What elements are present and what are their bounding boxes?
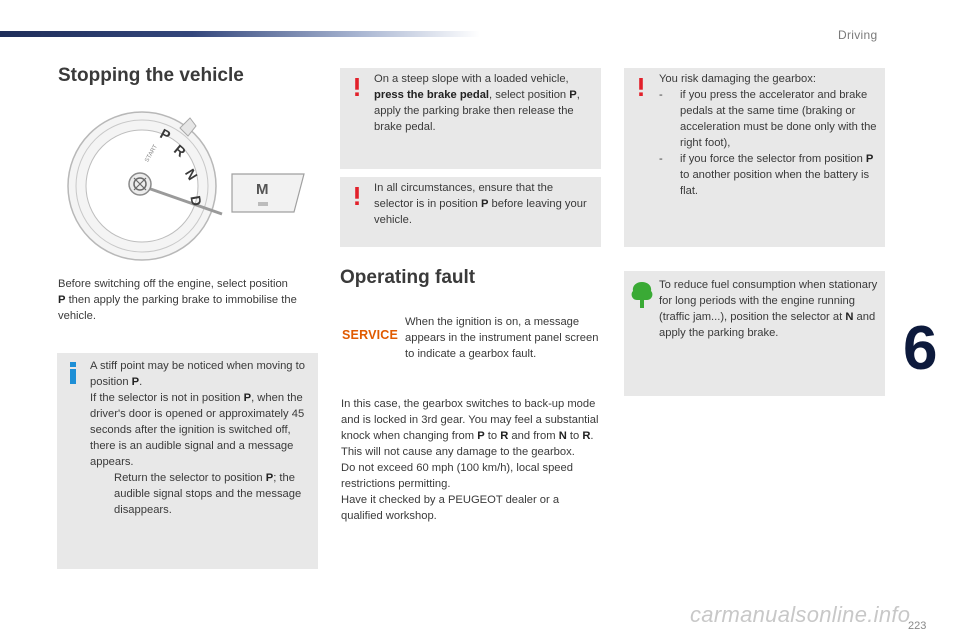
fault-dealer-text: Have it checked by a PEUGEOT dealer or a qualified workshop. (341, 494, 560, 522)
eco-tip-text: To reduce fuel consumption when stationary for long periods with the engine running (traffic jam...), position the selector at N and apply the parking brake. (659, 279, 878, 339)
selector-letter-d: D (187, 194, 205, 208)
warning-box-steep-slope (340, 68, 601, 169)
warning-box-gearbox (624, 68, 885, 247)
mode-label: M (256, 181, 269, 198)
stopping-intro: Before switching off the engine, select position P then apply the parking brake to immobilise the vehicle. (58, 278, 297, 322)
service-warning-icon: SERVICE (342, 328, 399, 342)
section-title: Driving (838, 28, 878, 42)
selector-letter-r: R (170, 141, 189, 161)
warning-steep-slope-text: On a steep slope with a loaded vehicle, press the brake pedal, select position P, apply the parking brake then release the brake pedal. (374, 73, 580, 133)
warning-icon (638, 78, 644, 96)
gearbox-item-2: - if you force the selector from position P to another position when the battery is flat. (659, 153, 874, 197)
warning-all-circumstances-text: In all circumstances, ensure that the selector is in position P before leaving your vehicle. (374, 182, 587, 226)
fault-speed-text: Do not exceed 60 mph (100 km/h), local speed restrictions permitting. (341, 462, 573, 490)
gear-selector-illustration (62, 108, 312, 264)
fault-details-text: In this case, the gearbox switches to back-up mode and is locked in 3rd gear. You may feel a substantial knock when changing from P to R and from N to R. This will not cause any damage to the gearbox. (341, 398, 599, 458)
gearbox-item-1: - if you press the accelerator and brake pedals at the same time (braking or acceleration must be done only with the right foot), (659, 89, 877, 149)
eco-tip-box (624, 271, 885, 396)
warning-icon (354, 78, 360, 96)
info-line-1: A stiff point may be noticed when moving to position P. (90, 360, 305, 388)
page-number: 223 (908, 620, 927, 632)
info-bullet: Return the selector to position P; the audible signal stops and the message disappears. (114, 472, 302, 516)
fault-details (341, 396, 603, 524)
header-bar (0, 31, 480, 37)
info-box (57, 353, 318, 569)
info-line-2: If the selector is not in position P, when the driver's door is opened or approximately 45 seconds after the ignition is switched off, there is an audible signal and a message appears. (90, 392, 305, 468)
selector-letter-p: P (157, 125, 174, 144)
start-label: START (144, 143, 160, 164)
eco-tree-icon (630, 281, 654, 309)
fault-title: Operating fault (340, 267, 476, 288)
fault-message: When the ignition is on, a message appears in the instrument panel screen to indicate a gearbox fault. (405, 316, 599, 360)
page-title: Stopping the vehicle (58, 65, 244, 86)
warning-icon (354, 187, 360, 205)
warning-box-all-circumstances (340, 177, 601, 247)
gearbox-lead: You risk damaging the gearbox: (659, 73, 816, 85)
info-icon (69, 362, 77, 384)
watermark: carmanualsonline.info (690, 602, 911, 627)
selector-letter-n: N (181, 165, 201, 183)
chapter-number: 6 (903, 314, 938, 383)
